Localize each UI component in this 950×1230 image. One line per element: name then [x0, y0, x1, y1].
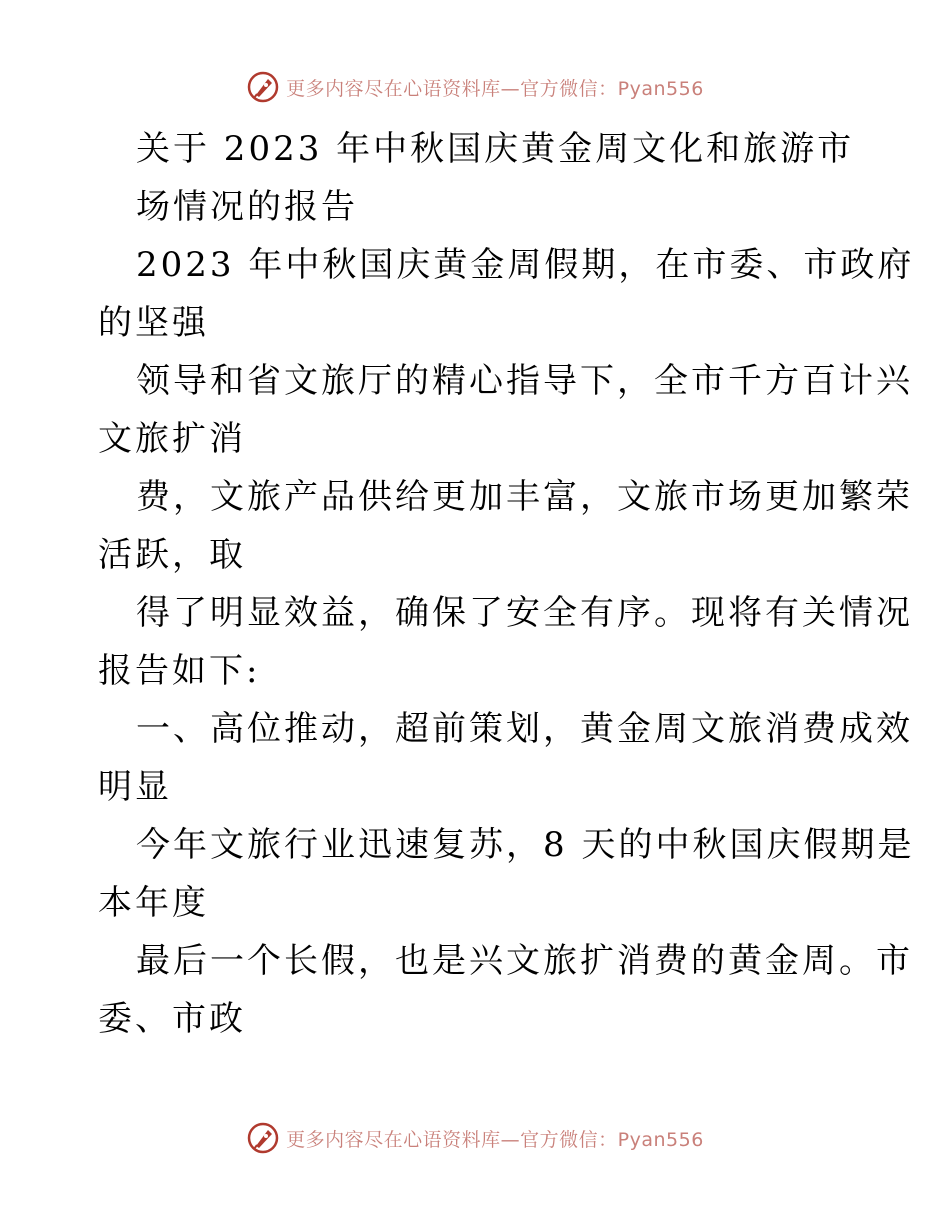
title-line-1: 关于 2023 年中秋国庆黄金周文化和旅游市 — [136, 129, 855, 169]
footer-banner — [0, 1121, 950, 1155]
pen-nib-logo-icon — [246, 70, 280, 104]
paragraph-line: 今年文旅行业迅速复苏，8 天的中秋国庆假期是 — [136, 825, 915, 865]
header-banner — [0, 70, 950, 104]
paragraph-line: 本年度 — [98, 883, 209, 923]
title-line-2: 场情况的报告 — [136, 187, 358, 227]
paragraph-line: 的坚强 — [98, 303, 209, 343]
document-body — [98, 120, 915, 1048]
header-banner-text: 更多内容尽在心语资料库—官方微信：Pyan556 — [286, 77, 704, 100]
paragraph-line: 报告如下: — [98, 651, 261, 691]
section-heading: 一、高位推动，超前策划，黄金周文旅消费成效 — [136, 709, 913, 749]
footer-banner-text: 更多内容尽在心语资料库—官方微信：Pyan556 — [286, 1128, 704, 1151]
paragraph-line: 最后一个长假，也是兴文旅扩消费的黄金周。市 — [136, 941, 913, 981]
paragraph-line: 委、市政 — [98, 999, 246, 1039]
pen-nib-logo-icon — [246, 1121, 280, 1155]
paragraph-line: 文旅扩消 — [98, 419, 246, 459]
paragraph-line: 活跃，取 — [98, 535, 246, 575]
paragraph-line: 得了明显效益，确保了安全有序。现将有关情况 — [136, 593, 913, 633]
paragraph-line: 领导和省文旅厅的精心指导下，全市千方百计兴 — [136, 361, 913, 401]
section-heading-continued: 明显 — [98, 767, 172, 807]
paragraph-line: 费，文旅产品供给更加丰富，文旅市场更加繁荣 — [136, 477, 913, 517]
paragraph-line: 2023 年中秋国庆黄金周假期，在市委、市政府 — [136, 245, 915, 285]
